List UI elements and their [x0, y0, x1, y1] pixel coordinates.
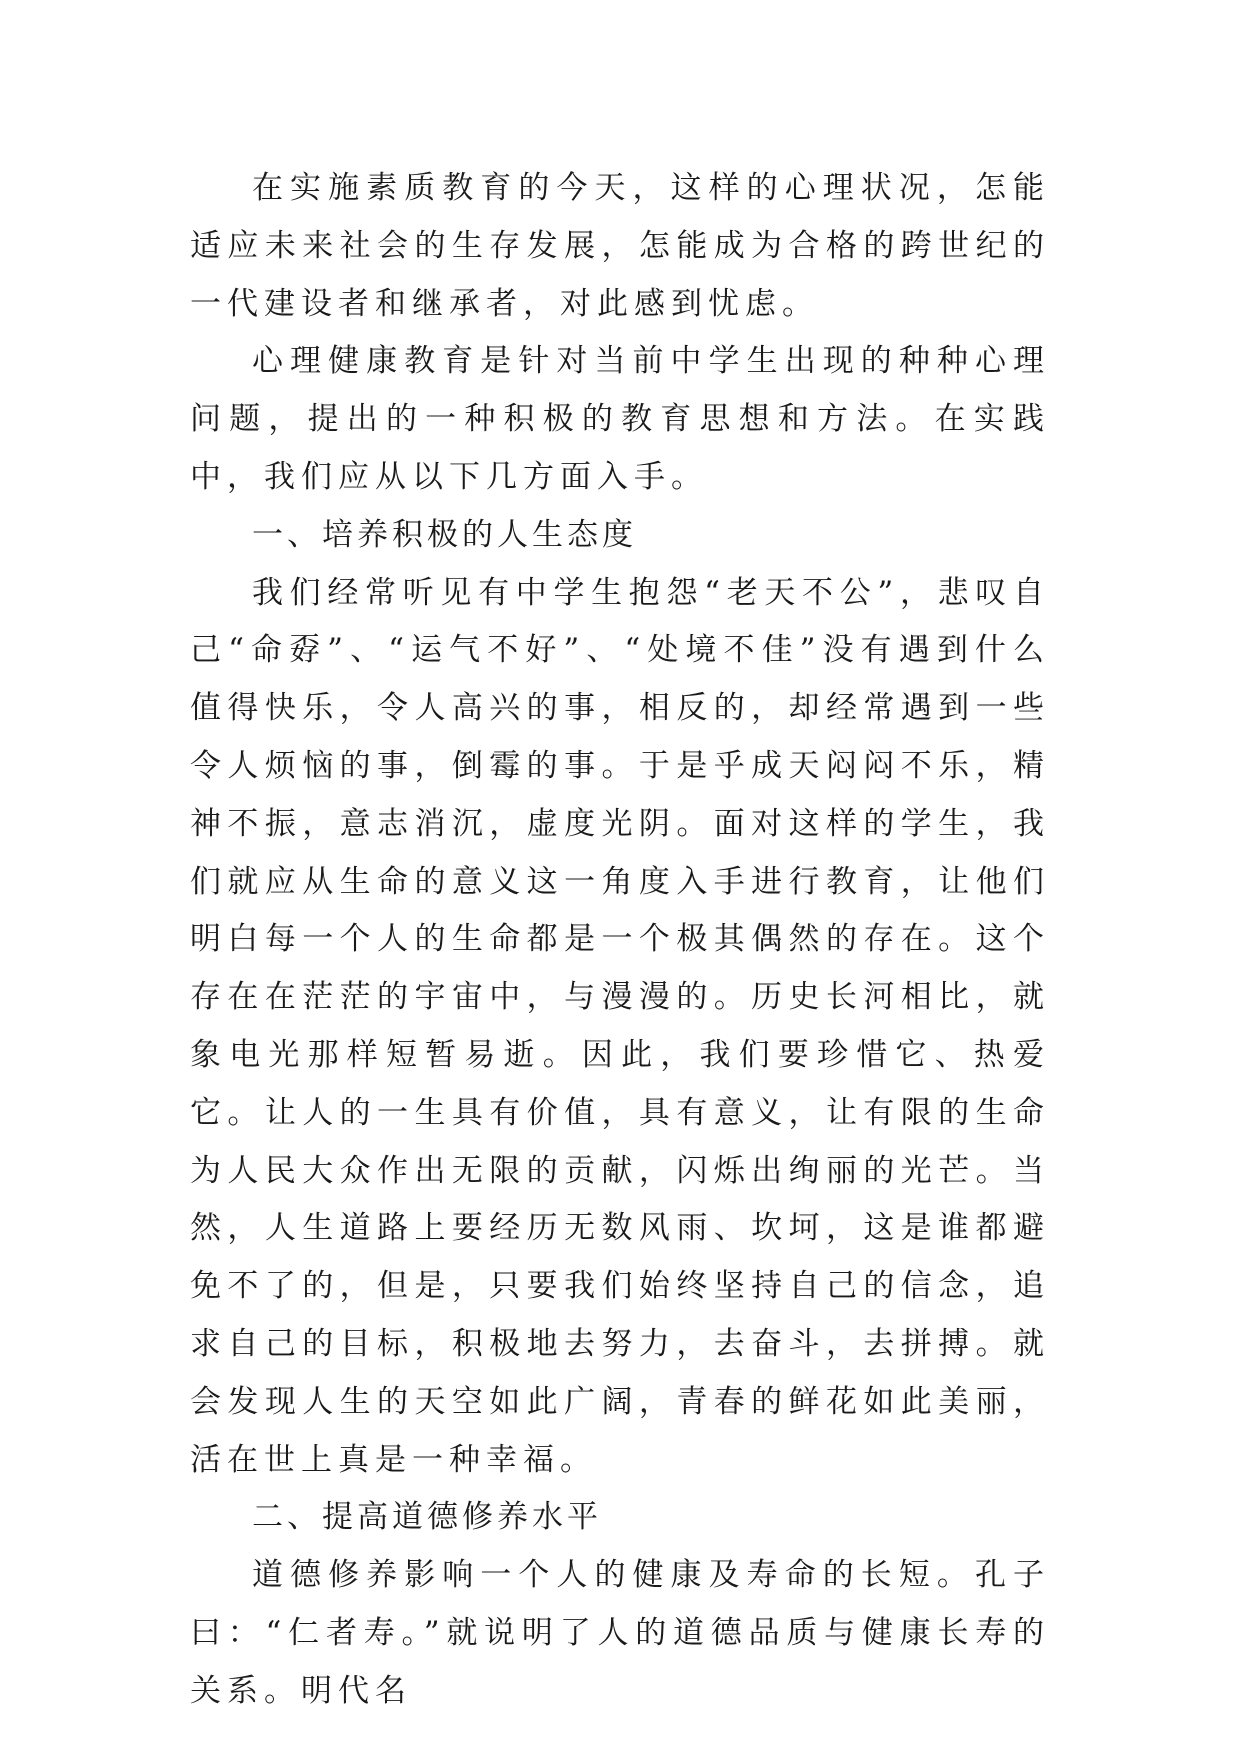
paragraph-1: 在实施素质教育的今天，这样的心理状况，怎能适应未来社会的生存发展，怎能成为合格的跨世纪的一代建设者和继承者，对此感到忧虑。 — [190, 170, 1050, 322]
section-heading-2: 二、提高道德修养水平 — [252, 1499, 602, 1536]
paragraph-4: 道德修养影响一个人的健康及寿命的长短。孔子曰：“仁者寿。”就说明了人的道德品质与健康长寿的关系。明代名 — [190, 1557, 1050, 1709]
paragraph-3: 我们经常听见有中学生抱怨“老天不公”，悲叹自己“命孬”、“运气不好”、“处境不佳”没有遇到什么值得快乐，令人高兴的事，相反的，却经常遇到一些令人烦恼的事，倒霉的事。于是乎成天闷闷不乐，精神不振，意志消沉，虚度光阴。面对这样的学生，我们就应从生命的意义这一角度入手进行教育，让他们明白每一个人的生命都是一个极其偶然的存在。这个存在在茫茫的宇宙中，与漫漫的。历史长河相比，就象电光那样短暂易逝。因此，我们要珍惜它、热爱它。让人的一生具有价值，具有意义，让有限的生命为人民大众作出无限的贡献，闪烁出绚丽的光芒。当然，人生道路上要经历无数风雨、坎坷，这是谁都避免不了的，但是，只要我们始终坚持自己的信念，追求自己的目标，积极地去努力，去奋斗，去拼搏。就会发现人生的天空如此广阔，青春的鲜花如此美丽，活在世上真是一种幸福。 — [190, 574, 1050, 1478]
section-heading-1: 一、培养积极的人生态度 — [252, 516, 637, 553]
paragraph-2: 心理健康教育是针对当前中学生出现的种种心理问题，提出的一种积极的教育思想和方法。在实践中，我们应从以下几方面入手。 — [190, 343, 1050, 495]
document-body — [190, 160, 1050, 1721]
